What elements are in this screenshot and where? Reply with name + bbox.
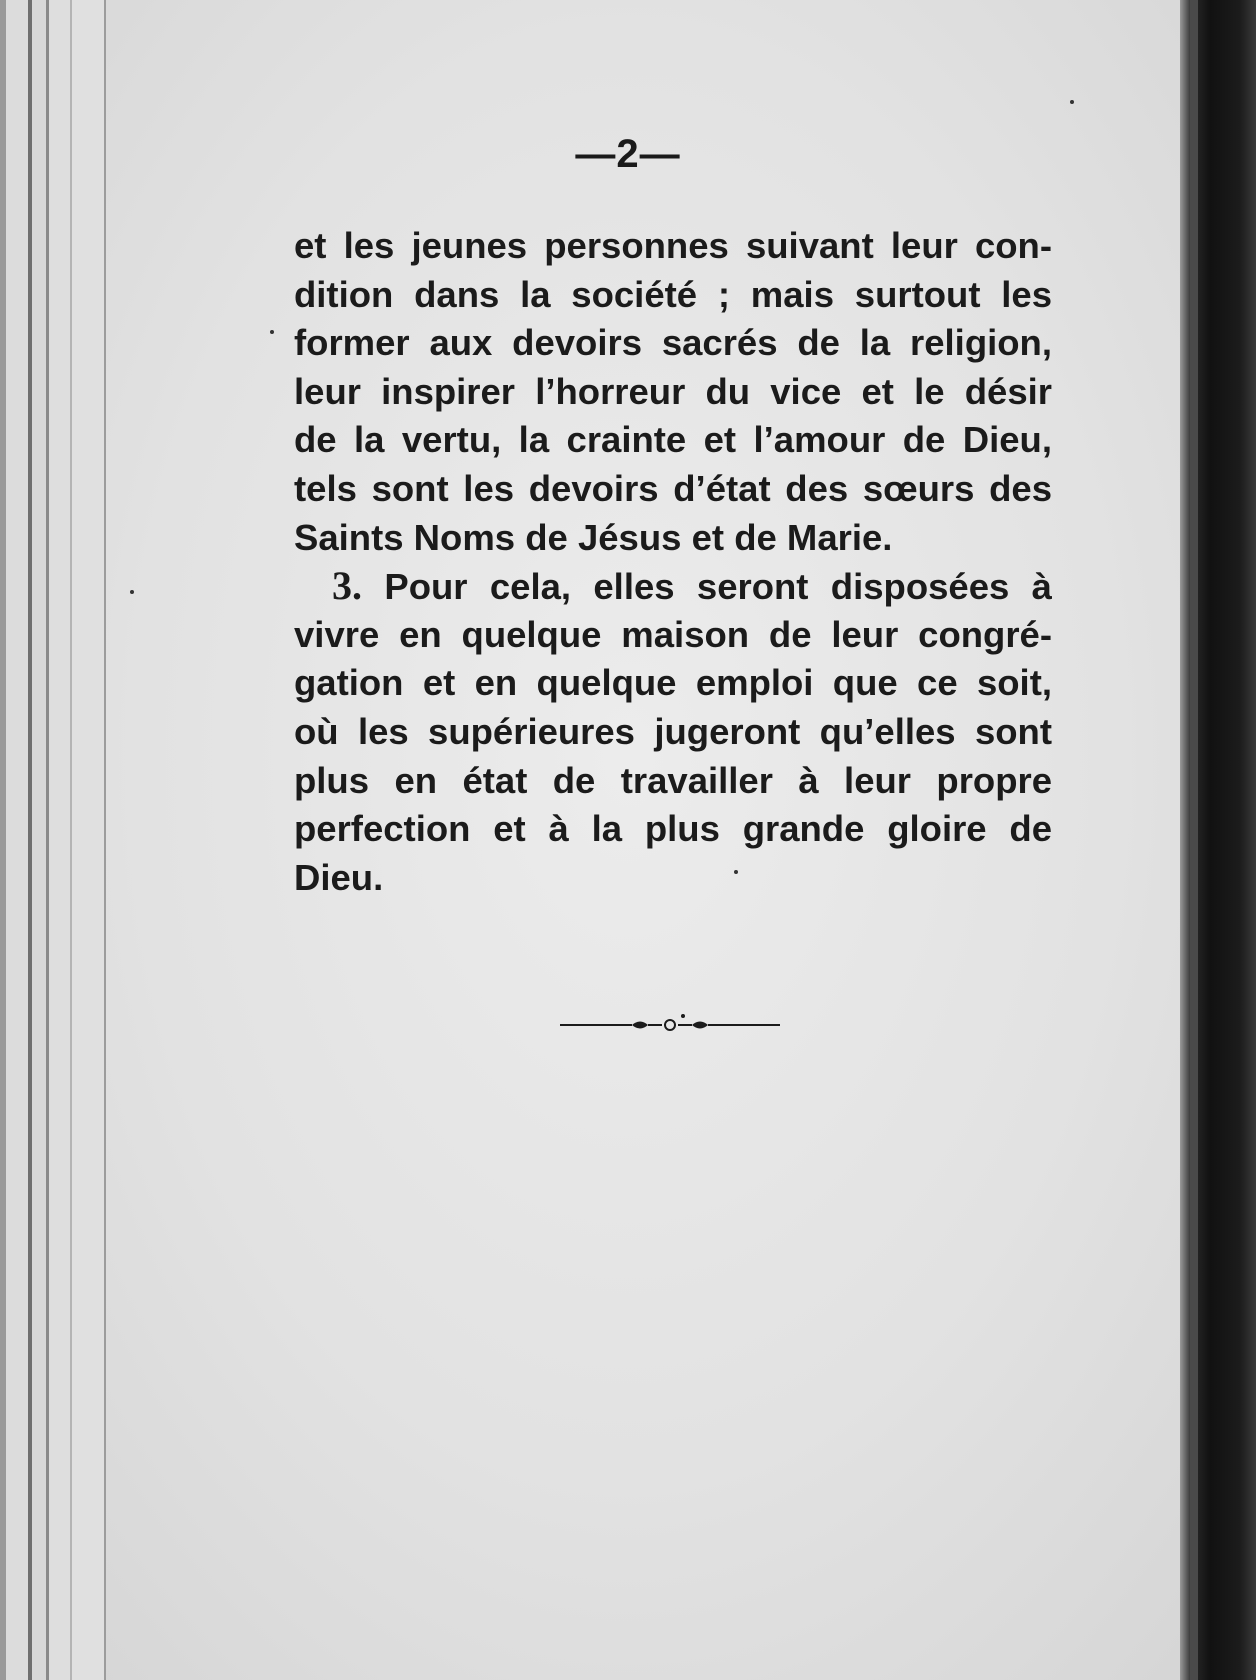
print-speck xyxy=(270,330,274,334)
text-line: vivre en quelque maison de leur congré- xyxy=(294,613,1052,655)
print-speck xyxy=(130,590,134,594)
text-line: plus en état de travailler à leur propre xyxy=(294,759,1052,801)
divider-ornament xyxy=(560,1010,780,1040)
binding-edge-highlight xyxy=(1190,0,1198,1680)
text-line: leur inspirer l’horreur du vice et le désir xyxy=(294,370,1052,412)
text-line: et les jeunes personnes suivant leur con- xyxy=(294,225,1052,266)
text-line: gation et en quelque emploi que ce soit, xyxy=(294,662,1052,704)
text-line: Saints Noms de Jésus et de Marie. xyxy=(294,516,893,558)
text-line: de la vertu, la crainte et l’amour de Dieu, xyxy=(294,419,1052,461)
body-text xyxy=(294,222,1052,902)
text-line: former aux devoirs sacrés de la religion, xyxy=(294,322,1052,364)
page-stack-edges xyxy=(0,0,120,1680)
print-speck xyxy=(1070,100,1074,104)
paragraph-number: 3. xyxy=(332,563,362,609)
text-line: tels sont les devoirs d’état des sœurs des xyxy=(294,467,1052,509)
print-speck xyxy=(734,870,738,874)
paragraph-3-first-line xyxy=(294,562,1052,611)
paragraph-3-text: Pour cela, elles seront disposées à xyxy=(384,566,1052,608)
text-line: dition dans la société ; mais surtout les xyxy=(294,273,1052,315)
page-number: —2— xyxy=(575,132,681,176)
text-line: où les supérieures jugeront qu’elles sont xyxy=(294,710,1052,752)
text-line: perfection et à la plus grande gloire de xyxy=(294,808,1052,850)
text-line: Dieu. xyxy=(294,856,384,898)
